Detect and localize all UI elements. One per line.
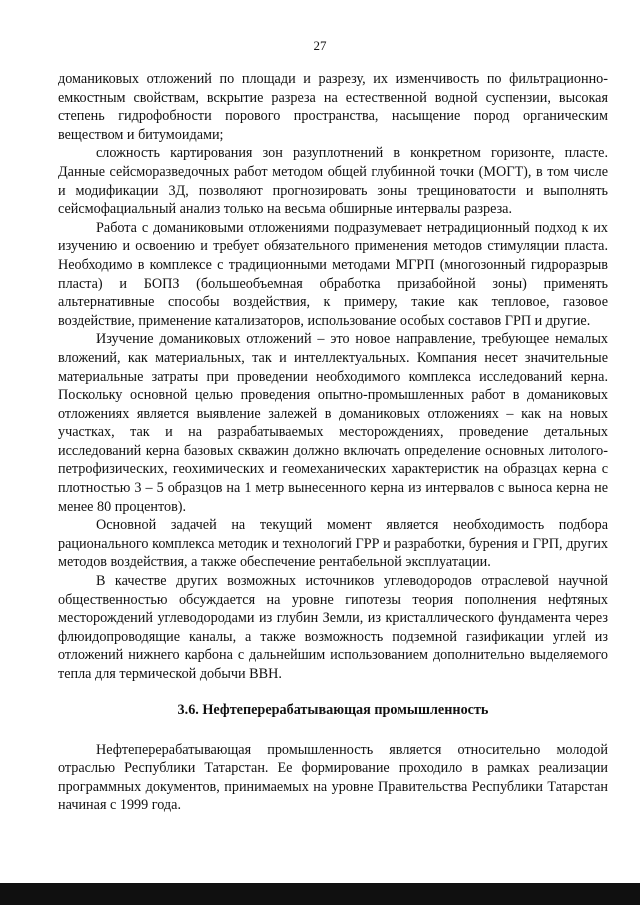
paragraph-4: Изучение доманиковых отложений – это новое направление, требующее немалых вложений, как материальных, так и интеллектуальных. Компания несет значительные материальные затраты при проведении необходимого комплекса исследований керна. Поскольку основной целью проведения опытно-промышленных работ в доманиковых отложениях является выявление залежей в доманиковых отложениях – как на новых участках, так и на разрабатываемых месторождениях, проведение детальных исследований керна базовых скважин должно включать определение основных литолого-петрофизических, геохимических и геомеханических характеристик на образцах керна с плотностью 3 – 5 образцов на 1 метр вынесенного керна из интервалов с выноса керна не менее 80 процентов). bbox=[58, 331, 608, 515]
section-heading: 3.6. Нефтеперерабатывающая промышленность bbox=[177, 701, 489, 718]
paragraph-1: доманиковых отложений по площади и разрезу, их изменчивость по фильтрационно-емкостным свойствам, вскрытие разреза на естественной водной суспензии, высокая степень гидрофобности порового пространства, насыщение пород органическим веществом и битумоидами; bbox=[58, 71, 608, 143]
page-number: 27 bbox=[313, 38, 327, 53]
paragraph-3: Работа с доманиковыми отложениями подразумевает нетрадиционный подход к их изучению и освоению и требует обязательного применения методов стимуляции пласта. Необходимо в комплексе с традиционными методами МГРП (многозонный гидроразрыв пласта) и БОПЗ (большеобъемная обработка призабойной зоны) применять альтернативные способы воздействия, к примеру, такие как тепловое, газовое воздействие, применение катализаторов, использование особых составов ГРП и другие. bbox=[58, 219, 608, 329]
document-body bbox=[58, 70, 608, 815]
paragraph-6: В качестве других возможных источников углеводородов отраслевой научной общественностью обсуждается на уровне гипотезы теория пополнения нефтяных месторождений углеводородами из глубин Земли, из кристаллического фундамента через флюидопроводящие каналы, а также возможность подземной газификации углей из отложений нижнего карбона с дальнейшим использованием дополнительно выделяемого тепла для термической добычи ВВН. bbox=[58, 573, 608, 682]
section-paragraph-1: Нефтеперерабатывающая промышленность является относительно молодой отраслью Республики Татарстан. Ее формирование проходило в рамках реализации программных документов, принимаемых на уровне Правительства Республики Татарстан начиная с 1999 года. bbox=[58, 741, 608, 814]
scan-edge-bar bbox=[0, 883, 640, 905]
paragraph-5: Основной задачей на текущий момент является необходимость подбора рационального комплекса методик и технологий ГРР и разработки, бурения и ГРП, других методов воздействия, а также обеспечение рентабельной эксплуатации. bbox=[58, 517, 608, 571]
paragraph-2: сложность картирования зон разуплотнений в конкретном горизонте, пласте. Данные сейсморазведочных работ методом общей глубинной точки (МОГТ), в том числе и модификации 3Д, позволяют прогнозировать зоны трещиноватости и выполнять сейсмофациальный анализ только на весьма обширные интервалы разреза. bbox=[58, 145, 608, 218]
